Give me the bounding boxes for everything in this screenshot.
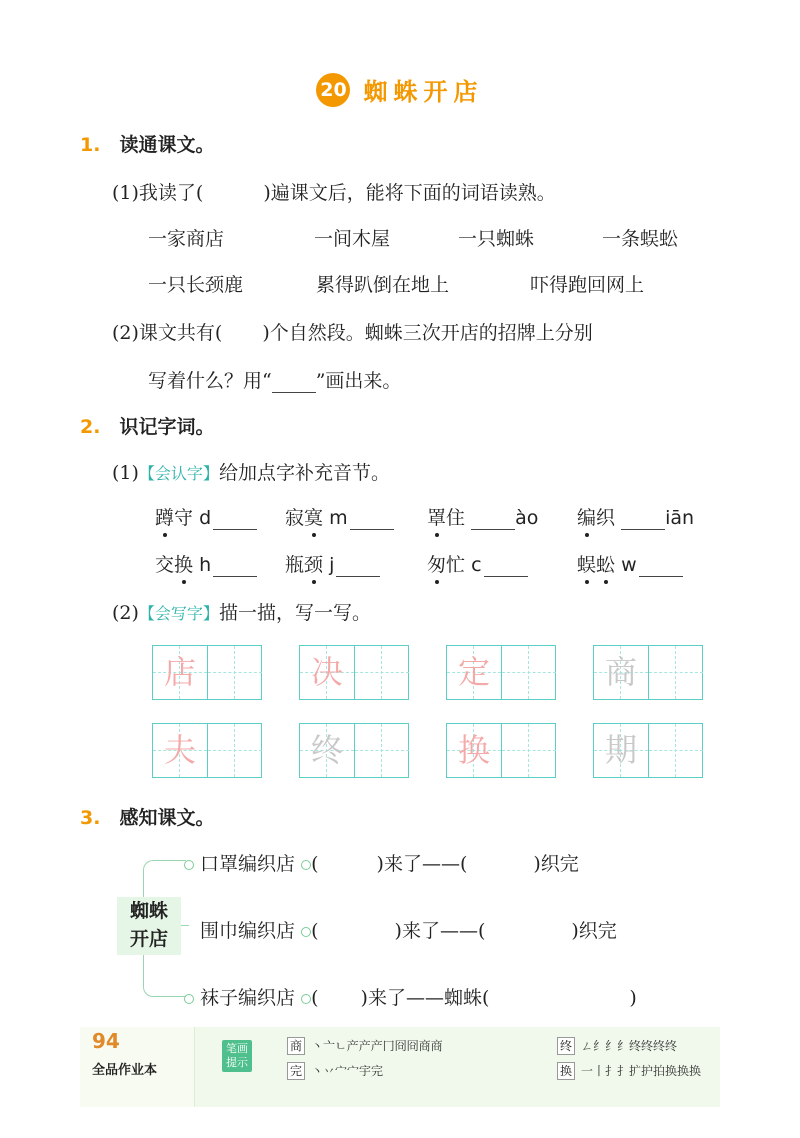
q2-part2-tag: 【会写字】 bbox=[138, 604, 219, 623]
dotted-char: 蹲 bbox=[155, 503, 174, 530]
pinyin-item bbox=[285, 503, 394, 530]
q2-part2 bbox=[112, 598, 371, 625]
pinyin-row-2 bbox=[155, 550, 755, 584]
q2-part1-prefix: (1) bbox=[112, 462, 139, 484]
word: 累得趴倒在地上 bbox=[316, 274, 450, 296]
trace-char: 期 bbox=[604, 731, 637, 769]
q3-number: 3. bbox=[80, 807, 101, 829]
branch-text: ( bbox=[311, 920, 319, 942]
trace-char: 终 bbox=[310, 731, 343, 769]
branch-text: )来了——( bbox=[394, 920, 486, 942]
dotted-char: 蜈 bbox=[577, 550, 596, 577]
stroke-char: 完 bbox=[287, 1062, 305, 1080]
q1-title: 读通课文。 bbox=[119, 134, 215, 156]
branch-text: ( bbox=[311, 853, 319, 875]
pinyin-prefix: h bbox=[199, 554, 212, 576]
char: 织 bbox=[596, 507, 616, 529]
dotted-char: 寞 bbox=[304, 503, 323, 530]
trace-char: 换 bbox=[457, 731, 490, 769]
pinyin-item bbox=[155, 503, 257, 530]
pinyin-prefix: m bbox=[329, 507, 348, 529]
writing-grid[interactable] bbox=[593, 645, 703, 700]
q1-part1 bbox=[112, 178, 556, 205]
pinyin-blank[interactable] bbox=[213, 558, 257, 577]
pinyin-item bbox=[427, 503, 538, 530]
node-knob bbox=[301, 927, 311, 937]
stroke-sequence: 丶亠ㄴ产产产冂冏冏商商 bbox=[311, 1039, 443, 1053]
mindmap-center-line2: 开店 bbox=[129, 928, 168, 950]
q2-part1 bbox=[112, 458, 390, 485]
stroke-hint-badge: 笔画提示 bbox=[222, 1040, 252, 1072]
stroke-hint-item bbox=[287, 1035, 443, 1055]
node-knob bbox=[184, 994, 194, 1004]
q1-part2 bbox=[112, 318, 593, 345]
dotted-char: 蚣 bbox=[596, 550, 615, 577]
branch-text: )织完 bbox=[533, 853, 579, 875]
pinyin-item bbox=[427, 550, 528, 577]
brand-name: 全品作业本 bbox=[92, 1063, 158, 1078]
pinyin-item bbox=[577, 503, 694, 530]
trace-char: 定 bbox=[457, 653, 490, 691]
q1-heading bbox=[80, 130, 215, 157]
mindmap-branch-3 bbox=[184, 983, 637, 1010]
pinyin-blank[interactable] bbox=[213, 511, 257, 530]
trace-char: 店 bbox=[163, 653, 196, 691]
pinyin-blank[interactable] bbox=[621, 511, 665, 530]
pinyin-prefix: j bbox=[329, 554, 335, 576]
underline-sample bbox=[272, 374, 316, 393]
node-knob bbox=[301, 860, 311, 870]
writing-grid[interactable] bbox=[152, 723, 262, 778]
q1-number: 1. bbox=[80, 134, 101, 156]
q3-heading bbox=[80, 803, 215, 830]
char: 守 bbox=[174, 507, 194, 529]
q1-part2-text-end: )个自然段。蜘蛛三次开店的招牌上分别 bbox=[262, 322, 593, 344]
mindmap-center bbox=[117, 897, 181, 955]
stroke-char: 换 bbox=[557, 1062, 575, 1080]
dotted-char: 换 bbox=[174, 550, 193, 577]
mindmap-branch-1 bbox=[184, 849, 579, 876]
branch-text: ( bbox=[311, 987, 319, 1009]
pinyin-blank[interactable] bbox=[350, 511, 394, 530]
mindmap-branch-2 bbox=[184, 916, 617, 943]
trace-char: 决 bbox=[310, 653, 343, 691]
stroke-sequence: ㄥ纟纟纟终终终终 bbox=[581, 1039, 678, 1053]
stroke-hint-item bbox=[557, 1060, 701, 1080]
q2-part1-text: 给加点字补充音节。 bbox=[218, 462, 390, 484]
word: 一只蜘蛛 bbox=[458, 228, 535, 250]
word: 一条蜈蚣 bbox=[602, 228, 679, 250]
pinyin-item bbox=[577, 550, 683, 577]
dotted-char: 编 bbox=[577, 503, 596, 530]
stroke-sequence: 丶丷宀宀宇完 bbox=[311, 1064, 384, 1078]
branch-text: )来了——( bbox=[376, 853, 468, 875]
trace-char: 商 bbox=[604, 653, 637, 691]
writing-grid[interactable] bbox=[299, 723, 409, 778]
branch-shop: 袜子编织店 bbox=[200, 987, 296, 1009]
word: 一家商店 bbox=[148, 228, 225, 250]
pinyin-item bbox=[155, 550, 257, 577]
pinyin-suffix: ào bbox=[515, 507, 539, 529]
stroke-sequence: 一丨扌扌扩护拍换换换 bbox=[581, 1064, 702, 1078]
q1-part2-line2-a: 写着什么？用“ bbox=[148, 370, 272, 392]
stroke-char: 终 bbox=[557, 1037, 575, 1055]
word: 吓得跑回网上 bbox=[530, 274, 645, 296]
q2-heading bbox=[80, 412, 215, 439]
node-knob bbox=[184, 860, 194, 870]
writing-grid[interactable] bbox=[446, 645, 556, 700]
branch-shop: 围巾编织店 bbox=[200, 920, 296, 942]
branch-text: )来了——蜘蛛( bbox=[360, 987, 490, 1009]
pinyin-row-1 bbox=[155, 503, 755, 537]
dotted-char: 罩 bbox=[427, 503, 446, 530]
char: 住 bbox=[446, 507, 466, 529]
pinyin-prefix: d bbox=[199, 507, 212, 529]
q1-part1-text-end: )遍课文后，能将下面的词语读熟。 bbox=[263, 182, 556, 204]
pinyin-blank[interactable] bbox=[639, 558, 683, 577]
dotted-char: 匆 bbox=[427, 550, 446, 577]
char: 寂 bbox=[285, 507, 305, 529]
branch-text: ) bbox=[629, 987, 637, 1009]
pinyin-item bbox=[285, 550, 380, 577]
branch-shop: 口罩编织店 bbox=[200, 853, 296, 875]
branch-text: )织完 bbox=[571, 920, 617, 942]
pinyin-prefix: w bbox=[621, 554, 637, 576]
writing-grid[interactable] bbox=[593, 723, 703, 778]
q2-part2-text: 描一描，写一写。 bbox=[218, 602, 371, 624]
pinyin-blank[interactable] bbox=[484, 558, 528, 577]
stroke-char: 商 bbox=[287, 1037, 305, 1055]
q2-part2-prefix: (2) bbox=[112, 602, 139, 624]
pinyin-blank[interactable] bbox=[336, 558, 380, 577]
word: 一间木屋 bbox=[314, 228, 391, 250]
char: 瓶 bbox=[285, 554, 305, 576]
q1-part2-text: (2)课文共有( bbox=[112, 322, 223, 344]
pinyin-blank[interactable] bbox=[471, 511, 515, 530]
q2-title: 识记字词。 bbox=[119, 416, 215, 438]
lesson-number-badge: 20 bbox=[316, 73, 350, 107]
writing-grid[interactable] bbox=[446, 723, 556, 778]
trace-char: 夫 bbox=[163, 731, 196, 769]
char: 交 bbox=[155, 554, 175, 576]
char: 忙 bbox=[446, 554, 466, 576]
q1-part1-text: (1)我读了( bbox=[112, 182, 204, 204]
writing-grid[interactable] bbox=[299, 645, 409, 700]
lesson-header bbox=[0, 72, 800, 107]
q2-part1-tag: 【会认字】 bbox=[138, 464, 219, 483]
writing-grid[interactable] bbox=[152, 645, 262, 700]
node-knob bbox=[301, 994, 311, 1004]
q2-number: 2. bbox=[80, 416, 101, 438]
pinyin-prefix: c bbox=[471, 554, 482, 576]
mindmap-center-line1: 蜘蛛 bbox=[129, 900, 168, 922]
page-number: 94 bbox=[92, 1029, 120, 1053]
q1-part2-line2-b: ”画出来。 bbox=[315, 370, 402, 392]
pinyin-suffix: iān bbox=[665, 507, 695, 529]
q3-title: 感知课文。 bbox=[119, 807, 215, 829]
stroke-hint-item bbox=[557, 1035, 677, 1055]
dotted-char: 颈 bbox=[304, 550, 323, 577]
word: 一只长颈鹿 bbox=[148, 274, 244, 296]
q1-part2-line2 bbox=[148, 366, 401, 393]
lesson-title: 蜘蛛开店 bbox=[363, 78, 484, 106]
stroke-hint-item bbox=[287, 1060, 383, 1080]
